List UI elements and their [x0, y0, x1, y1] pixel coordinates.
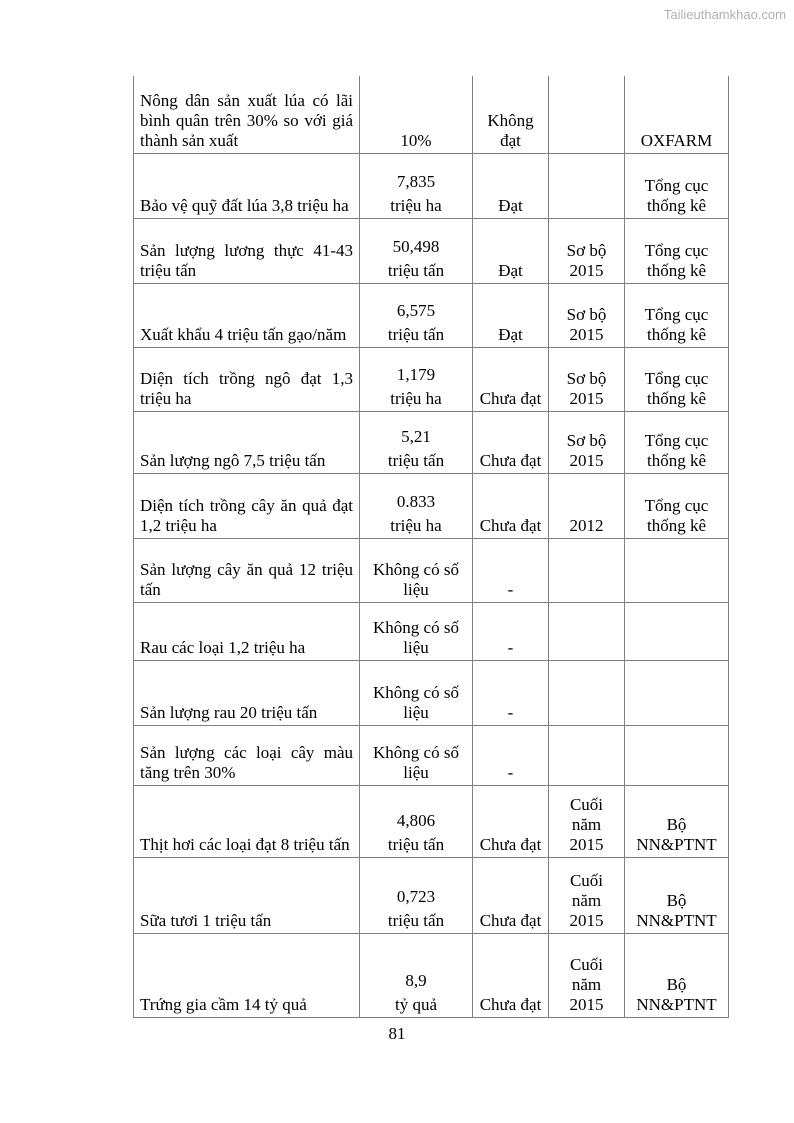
table-row [134, 725, 729, 785]
table-row [134, 411, 729, 473]
targets-table [133, 76, 729, 1018]
value-cell: Không có số liệu [360, 602, 473, 660]
table-row [134, 857, 729, 933]
table-row [134, 660, 729, 725]
time-cell: Sơ bộ 2015 [549, 347, 625, 411]
target-cell: Bảo vệ quỹ đất lúa 3,8 triệu ha [134, 153, 360, 218]
value-cell: Không có số liệu [360, 725, 473, 785]
status-cell: Đạt [473, 218, 549, 283]
source-cell: Tổng cục thống kê [625, 153, 729, 218]
status-cell: Chưa đạt [473, 411, 549, 473]
table-row [134, 473, 729, 538]
value-cell: 1,179 triệu ha [360, 347, 473, 411]
value-cell: Không có số liệu [360, 660, 473, 725]
table-row [134, 153, 729, 218]
status-cell: - [473, 602, 549, 660]
target-cell: Nông dân sản xuất lúa có lãi bình quân trên 30% so với giá thành sản xuất [134, 76, 360, 153]
time-cell: Sơ bộ 2015 [549, 218, 625, 283]
watermark: Tailieuthamkhao.com [663, 7, 786, 22]
target-cell: Sản lượng ngô 7,5 triệu tấn [134, 411, 360, 473]
value-cell: 5,21 triệu tấn [360, 411, 473, 473]
target-cell: Thịt hơi các loại đạt 8 triệu tấn [134, 785, 360, 857]
table-row [134, 218, 729, 283]
source-cell: Bộ NN&PTNT [625, 857, 729, 933]
value-cell: 8,9 tỷ quả [360, 933, 473, 1017]
table-row [134, 538, 729, 602]
table-row [134, 785, 729, 857]
value-cell: 4,806 triệu tấn [360, 785, 473, 857]
status-cell: Chưa đạt [473, 857, 549, 933]
source-cell [625, 725, 729, 785]
value-cell: Không có số liệu [360, 538, 473, 602]
value-cell: 7,835 triệu ha [360, 153, 473, 218]
status-cell: Chưa đạt [473, 785, 549, 857]
status-cell: Chưa đạt [473, 347, 549, 411]
status-cell: - [473, 538, 549, 602]
target-cell: Xuất khẩu 4 triệu tấn gạo/năm [134, 283, 360, 347]
target-cell: Sữa tươi 1 triệu tấn [134, 857, 360, 933]
target-cell: Diện tích trồng ngô đạt 1,3 triệu ha [134, 347, 360, 411]
time-cell [549, 660, 625, 725]
table-row [134, 602, 729, 660]
page-number: 81 [388, 1024, 406, 1043]
target-cell: Sản lượng lương thực 41-43 triệu tấn [134, 218, 360, 283]
time-cell [549, 602, 625, 660]
target-cell: Rau các loại 1,2 triệu ha [134, 602, 360, 660]
status-cell: - [473, 725, 549, 785]
source-cell: Bộ NN&PTNT [625, 933, 729, 1017]
value-cell: 10% [360, 76, 473, 153]
value-cell: 0.833 triệu ha [360, 473, 473, 538]
status-cell: Chưa đạt [473, 933, 549, 1017]
target-cell: Trứng gia cầm 14 tỷ quả [134, 933, 360, 1017]
source-cell: Tổng cục thống kê [625, 218, 729, 283]
time-cell [549, 76, 625, 153]
table-row [134, 933, 729, 1017]
source-cell: Bộ NN&PTNT [625, 785, 729, 857]
table-row [134, 283, 729, 347]
time-cell: Cuối năm 2015 [549, 785, 625, 857]
target-cell: Sản lượng các loại cây màu tăng trên 30% [134, 725, 360, 785]
target-cell: Sản lượng rau 20 triệu tấn [134, 660, 360, 725]
time-cell [549, 538, 625, 602]
source-cell [625, 660, 729, 725]
status-cell: Đạt [473, 153, 549, 218]
status-cell: - [473, 660, 549, 725]
target-cell: Diện tích trồng cây ăn quả đạt 1,2 triệu ha [134, 473, 360, 538]
source-cell: Tổng cục thống kê [625, 473, 729, 538]
value-cell: 6,575 triệu tấn [360, 283, 473, 347]
source-cell: OXFARM [625, 76, 729, 153]
time-cell [549, 725, 625, 785]
table-row [134, 76, 729, 153]
status-cell: Không đạt [473, 76, 549, 153]
time-cell [549, 153, 625, 218]
source-cell: Tổng cục thống kê [625, 411, 729, 473]
time-cell: 2012 [549, 473, 625, 538]
source-cell: Tổng cục thống kê [625, 283, 729, 347]
table-row [134, 347, 729, 411]
source-cell [625, 538, 729, 602]
value-cell: 50,498 triệu tấn [360, 218, 473, 283]
time-cell: Sơ bộ 2015 [549, 411, 625, 473]
time-cell: Cuối năm 2015 [549, 857, 625, 933]
status-cell: Đạt [473, 283, 549, 347]
status-cell: Chưa đạt [473, 473, 549, 538]
target-cell: Sản lượng cây ăn quả 12 triệu tấn [134, 538, 360, 602]
time-cell: Cuối năm 2015 [549, 933, 625, 1017]
source-cell [625, 602, 729, 660]
value-cell: 0,723 triệu tấn [360, 857, 473, 933]
time-cell: Sơ bộ 2015 [549, 283, 625, 347]
source-cell: Tổng cục thống kê [625, 347, 729, 411]
